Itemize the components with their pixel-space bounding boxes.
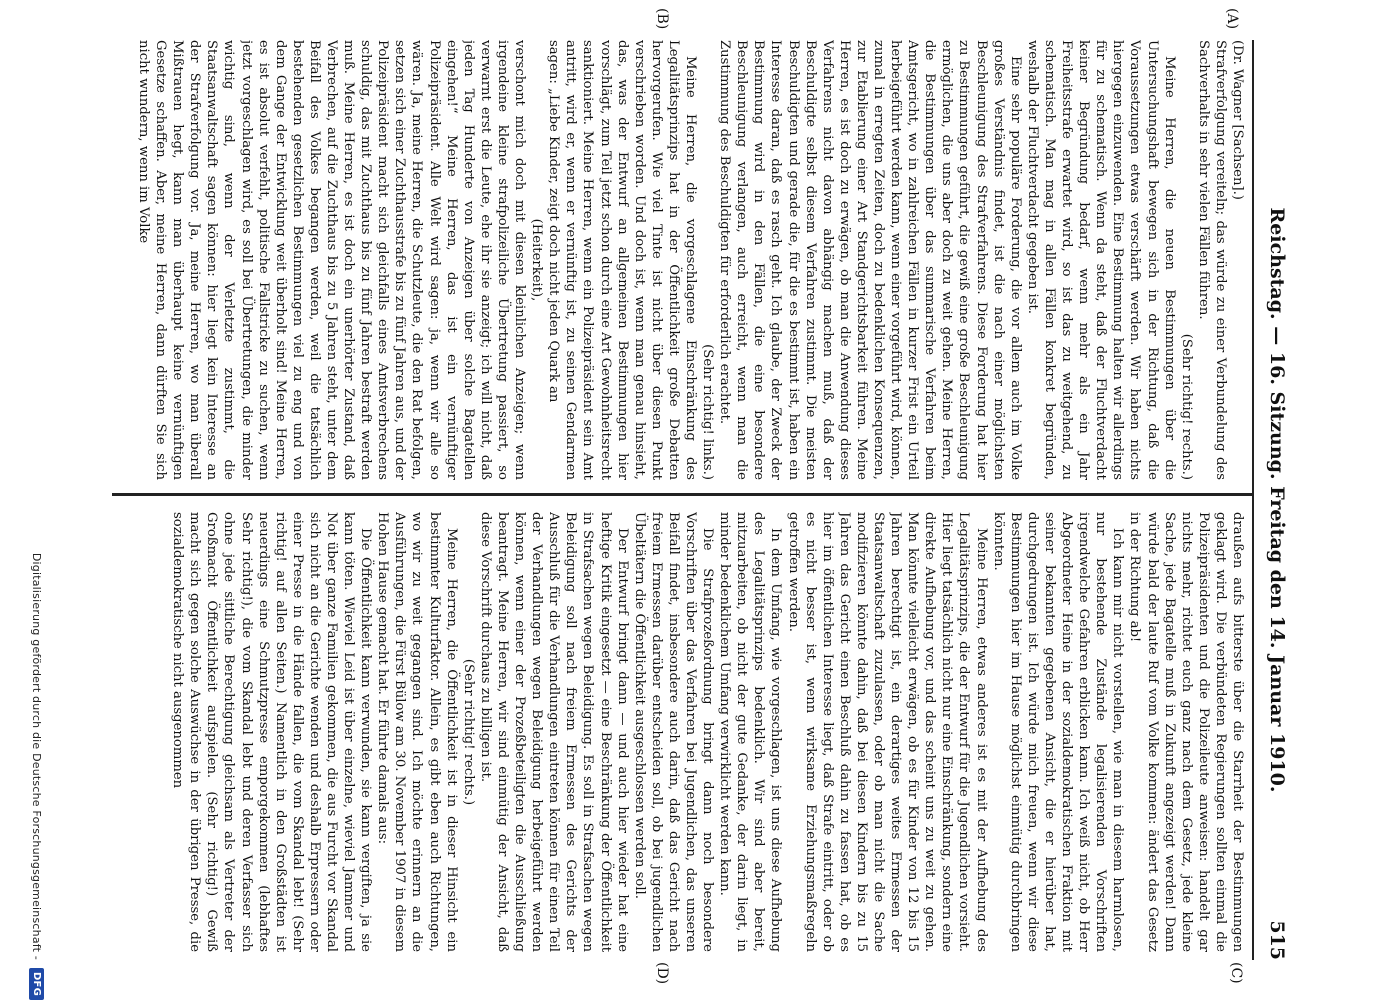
paragraph: Ich kann mir nicht vorstellen, wie man in diesem harmlosen, nur bestehende Zustände legalisierenden Vorschriften irgendwelche Gefahren erblicken kann. Ich weiß nicht, ob Herr Abgeordneter Heine in der sozialdemokratischen Fraktion mit seiner bekannten gegebenen Ansicht, die er hierüber hat, durchgedrungen ist. Ich würde mich freuen, wenn wir diese Bestimmungen hier im Hause möglichst einmütig durchbringen könnten. <box>990 512 1126 952</box>
digitization-text: Digitalisierung gefördert durch die Deutsche Forschungsgemeinschaft - <box>30 552 44 961</box>
document-page <box>20 0 1310 1000</box>
paragraph: Strafverfolgung vereiteln; das würde zu einer Verbundelung des Sachverhalts in sehr vielen Fällen führen. <box>1195 40 1228 480</box>
paragraph: Eine sehr populäre Forderung, die vor allem auch im Volke großes Verständnis findet, ist die nach einer möglichsten Beschleunigung des Strafverfahrens. Diese Forderung hat hier zu Bestimmungen geführt, die gewiß eine große Beschleunigung ermöglichen, die uns aber doch zu weit gehen. Meine Herren, die Bestimmungen über das summarische Verfahren beim Amtsgericht, wo in zahlreichen Fällen in kurzer Frist ein Urteil herbeigeführt werden kann, wenn einer vorgeführt wird, können, zumal in erregten Zeiten, doch zu bedenklichen Konsequenzen, zur Etablierung einer Art Standgerichtsbarkeit führen. Meine Herren, es ist doch zu erwägen, ob man die Anwendung dieses Verfahrens nicht davon abhängig machen muß, daß der Beschuldigte selbst diesem Verfahren zustimmt. Die meisten Beschuldigten und gerade die, für die es bestimmt ist, haben ein Interesse daran, daß es rasch geht. Ich glaube, der Zweck der Bestimmung wird in den Fällen, die eine besondere Beschleunigung verlangen, auch erreicht, wenn man die Zustimmung des Beschuldigten für erforderlich erachtet. <box>717 40 1023 480</box>
page-number: 515 <box>1266 920 1288 960</box>
column-divider <box>112 493 1252 496</box>
paragraph: Meine Herren, die vorgeschlagene Einschränkung des Legalitätsprinzips hat in der Öffentlichkeit große Debatten hervorgerufen. Wie viel Tinte ist nicht über diesen Punkt verschrieben worden. Und doch ist, wenn man genau hinsieht, das, was der Entwurf an allgemeinen Bestimmungen hier vorschlägt, zum Teil jetzt schon durch eine Art Gewohnheitsrecht sanktioniert. Meine Herren, wenn ein Polizeipräsident sein Amt antritt, wird er, wenn er vernünftig ist, zu seinen Gendarmen sagen: „Liebe Kinder, zeigt doch nicht jeden Quark an <box>546 40 698 480</box>
paragraph: Der Entwurf bringt dann — und auch hier wieder hat eine heftige Kritik eingesetzt — eine Beschränkung der Öffentlichkeit in Strafsachen wegen Beleidigung. Es soll in Strafsachen wegen Beleidigung soll nach freiem Ermessen des Gerichts der Ausschluß für die Verhandlungen eintreten können für einen Teil der Verhandlungen wegen Beleidigung herbeigeführt werden können, wenn einer der Prozeßbeteiligten die Ausschließung beantragt. Meine Herren, wir sind einmütig der Ansicht, daß diese Vorschrift durchaus zu billigen ist. <box>477 512 630 952</box>
header-title: Reichstag. — 16. Sitzung. Freitag den 14. Januar 1910. <box>1266 207 1288 793</box>
header-rule <box>1252 40 1254 960</box>
interjection: (Heiterkeit), <box>529 218 545 302</box>
interjection: (Sehr richtig! rechts.) <box>460 658 476 806</box>
interjection: (Sehr richtig! links.) <box>700 344 716 480</box>
digitization-note <box>26 300 48 1000</box>
speaker-label: (Dr. Wagner [Sachsen].) <box>1230 40 1245 200</box>
right-column <box>116 512 1246 952</box>
paragraph: Meine Herren, die Öffentlichkeit ist in dieser Hinsicht ein bestimmter Kulturfaktor. Allein, es gibt eben auch Richtungen, wo wir zu weit gegangen sind. Ich möchte erinnern an die Ausführungen, die Fürst Bülow am 30. November 1907 in diesem Hohen Hause gemacht hat. Er führte damals aus: <box>375 512 459 952</box>
left-column <box>116 40 1246 480</box>
dfg-logo: DFG <box>30 968 45 1000</box>
margin-letter-c: (C) <box>1228 962 1244 984</box>
paragraph: verschont mich doch mit diesen kleinlichen Anzeigen; wenn irgendeine kleine strafpolizeiliche Übertretung passiert, so verwarnt erst die Leute, ehe ihr sie anzeigt; ich will nicht, daß jeden Tag Hunderte von Anzeigen über solche Bagatellen eingehen!“ Meine Herren, das ist ein vernünftiger Polizeipräsident. Alle Welt wird sagen: ja, wenn wir alle so wären. Ja, meine Herren, die Schutzleute, die den Rat befolgen, setzen sich einer Zuchthausstrafe bis zu fünf Jahren aus, und der Polizeipräsident macht sich gleichfalls eines Amtsverbrechens schuldig, das mit Zuchthaus bis zu fünf Jahren bestraft werden muß. Meine Herren, es ist doch ein unerhörter Zustand, daß Verbrechen, auf die Zuchthaus bis zu 5 Jahren steht, unter dem Beifall des Volkes begangen werden, weil die tatsächlich bestehenden gesetzlichen Bestimmungen viel zu eng und von dem Gange der Entwicklung weit überholt sind! Meine Herren, es ist absolut verfehlt, politische Fallstricke zu suchen, wenn jetzt vorgeschlagen wird, es soll bei Übertretungen, die minder wichtig sind, wenn der Verletzte zustimmt, die Staatsanwaltschaft sagen können: hier liegt kein Interesse an der Strafverfolgung vor. Ja, meine Herren, wo man überall Mißtrauen hegt, kann man überhaupt keine vernünftigen Gesetze schaffen. Aber, meine Herren, dann dürften Sie sich nicht wundern, wenn im Volke <box>136 40 528 480</box>
paragraph: In dem Umfang, wie vorgeschlagen, ist uns diese Aufhebung des Legalitätsprinzips bedenklich. Wir sind aber bereit, mitzuarbeiten, ob nicht der gute Gedanke, der darin liegt, in minder bedenklichem Umfang verwirklicht werden kann. <box>717 512 784 952</box>
paragraph: Die Strafprozeßordnung bringt dann noch besondere Vorschriften über das Verfahren bei Jugendlichen, das unseren Beifall findet, insbesondere auch darin, daß das Gericht nach freiem Ermessen darüber entscheiden soll, ob bei jugendlichen Übeltätern die Öffentlichkeit ausgeschlossen werden soll. <box>631 512 716 952</box>
page-header <box>1258 40 1288 960</box>
margin-letter-d: (D) <box>654 962 670 985</box>
paragraph: draußen aufs bitterste über die Starrheit der Bestimmungen geklagt wird. Die verbündeten Regierungen sollten einmal die Polizeipräsidenten und die Polizeileute anweisen: handelt gar nichts mehr, richtet euch ganz nach dem Gesetz, jede kleine Sache, jede Bagatelle muß in Zukunft angezeigt werden! Dann würde bald der laute Ruf vom Volke kommen: ändert das Gesetz in der Richtung ab! <box>1127 512 1245 952</box>
paragraph: Meine Herren, etwas anderes ist es mit der Aufhebung des Legalitätsprinzips, die der Entwurf für die Jugendlichen vorsieht. Hier liegt tatsächlich nicht nur eine Einschränkung, sondern eine direkte Aufhebung vor, und das scheint uns zu weit zu gehen. Man könnte vielleicht erwägen, ob es für Kinder von 12 bis 15 Jahren berechtigt ist, ein derartiges weites Ermessen der Staatsanwaltschaft zuzulassen, oder ob man nicht die Sache modifizieren könnte dahin, daß bei diesen Kindern bis zu 15 Jahren das Gericht einen Beschluß dahin zu fassen hat, ob es hier im öffentlichen Interesse liegt, daß Strafe eintritt, oder ob es nicht besser ist, wenn wirksame Erziehungsmaßregeln getroffen werden. <box>785 512 989 952</box>
margin-letter-b: (B) <box>654 8 670 30</box>
paragraph: Meine Herren, die neuen Bestimmungen über die Untersuchungshaft bewegen sich in der Richtung, daß die Voraussetzungen etwas verschärft werden. Wir haben nichts hiergegen einzuwenden. Eine Bestimmung halten wir allerdings für zu schematisch. Wenn da steht, daß der Fluchtverdacht keiner Begründung bedarf, wenn mehr als ein Jahr Freiheitsstrafe erwartet wird, so ist das zu weitgehend, zu schematisch. Man mag in allen Fällen konkret begründen, weshalb der Fluchtverdacht gegeben ist. <box>1024 40 1177 480</box>
margin-letter-a: (A) <box>1224 8 1240 30</box>
interjection: (Sehr richtig! rechts.) <box>1178 333 1194 480</box>
quotation: Die Öffentlichkeit kann verwunden, sie kann vergiften, ja sie kann töten. Wieviel Leid ist über einzelne, wieviel Jammer und Not über ganze Familien gekommen, die aus Furcht vor Skandal sich nicht an die Gerichte wenden und deshalb Erpressern oder einer Presse in die Hände fallen, die vom Skandal lebt! (Sehr richtig! auf allen Seiten.) Namentlich in den Großstädten ist neuerdings eine Schmutzpresse emporgekommen (lebhaftes Sehr richtig!), die vom Skandal lebt und deren Verfasser sich ohne jede sittliche Berechtigung gleichsam als Vertreter der Großmacht Öffentlichkeit aufspielen. (Sehr richtig!) Gewiß macht sich gegen solche Auswüchse in der übrigen Presse, die sozialdemokratische nicht ausgenommen <box>170 512 374 952</box>
